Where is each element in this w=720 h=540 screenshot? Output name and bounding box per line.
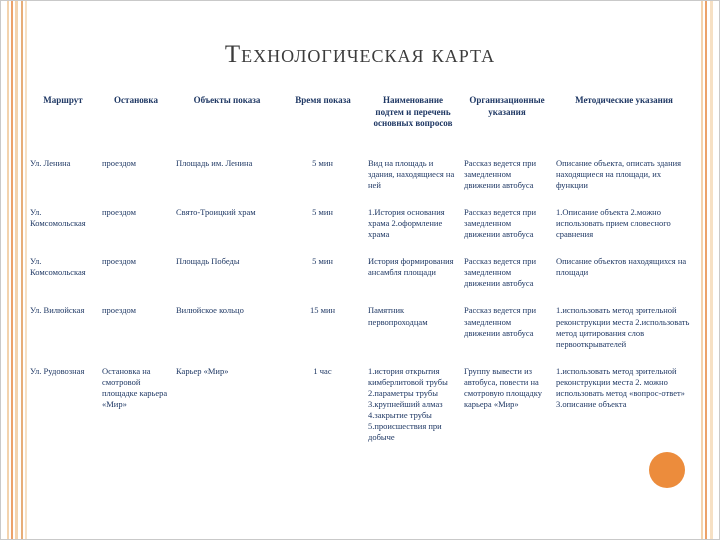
table-row xyxy=(29,156,697,205)
cell-objects: Площадь им. Ленина xyxy=(176,158,253,169)
cell-stop: проездом xyxy=(102,207,137,218)
cell-stop: проездом xyxy=(102,158,137,169)
left-border-stripe xyxy=(25,1,27,539)
cell-route: Ул. Комсомольская xyxy=(30,256,86,278)
table-row xyxy=(29,303,697,363)
slide-title: Технологическая карта xyxy=(224,41,496,68)
itinerary-table xyxy=(29,93,697,457)
table-body xyxy=(29,156,697,457)
cell-method: 1.использовать метод зрительной реконструкции места 2.использовать метод цитирования слов первооткрывателей xyxy=(556,305,690,349)
column-header: Организационные указания xyxy=(469,95,545,117)
cell-time: 15 мин xyxy=(309,305,336,316)
cell-route: Ул. Комсомольская xyxy=(30,207,86,229)
cell-time: 1 час xyxy=(313,365,332,376)
cell-org: Рассказ ведется при замедленном движении автобуса xyxy=(464,158,536,191)
cell-route: Ул. Ленина xyxy=(30,158,71,169)
cell-objects: Вилюйское кольцо xyxy=(176,305,244,316)
cell-time: 5 мин xyxy=(312,207,333,218)
cell-subtopics: История формирования ансамбля площади xyxy=(368,256,454,278)
cell-objects: Карьер «Мир» xyxy=(176,365,229,376)
column-header: Остановка xyxy=(114,95,158,105)
cell-subtopics: Памятник первопроходцам xyxy=(368,305,428,327)
cell-stop: проездом xyxy=(102,256,137,267)
cell-method: 1.использовать метод зрительной реконструкции места 2. можно использовать метод «вопрос-ответ» 3.описание объекта xyxy=(556,365,685,409)
left-border-stripe xyxy=(21,1,23,539)
cell-objects: Площадь Победы xyxy=(176,256,240,267)
right-border-stripe xyxy=(705,1,707,539)
left-border-stripe xyxy=(7,1,9,539)
cell-method: Описание объекта, описать здания находящиеся на площади, их функции xyxy=(556,158,682,191)
cell-route: Ул. Рудовозная xyxy=(30,365,85,376)
cell-method: Описание объектов находящихся на площади xyxy=(556,256,687,278)
cell-time: 5 мин xyxy=(312,158,333,169)
column-header: Маршрут xyxy=(43,95,83,105)
cell-route: Ул. Вилюйская xyxy=(30,305,85,316)
cell-subtopics: 1.История основания храма 2.оформление храма xyxy=(368,207,445,240)
right-border-stripe xyxy=(701,1,703,539)
column-header: Время показа xyxy=(295,95,351,105)
cell-time: 5 мин xyxy=(312,256,333,267)
table-row xyxy=(29,205,697,254)
column-header: Объекты показа xyxy=(193,95,261,105)
right-border-stripe xyxy=(710,1,713,539)
cell-objects: Свято-Троицкий храм xyxy=(176,207,256,218)
cell-org: Рассказ ведется при замедленном движении автобуса xyxy=(464,256,536,289)
table-row xyxy=(29,254,697,303)
cell-subtopics: Вид на площадь и здания, находящиеся на ней xyxy=(368,158,455,191)
left-border-stripe xyxy=(15,1,18,539)
cell-method: 1.Описание объекта 2.можно использовать прием словесного сравнения xyxy=(556,207,671,240)
cell-org: Рассказ ведется при замедленном движении автобуса xyxy=(464,207,536,240)
table-row xyxy=(29,364,697,457)
cell-subtopics: 1.история открытия кимберлитовой трубы 2.параметры трубы 3.крупнейший алмаз 4.закрытие трубы 5.происшествия при добыче xyxy=(368,365,448,442)
cell-stop: проездом xyxy=(102,305,137,316)
accent-circle xyxy=(649,452,685,488)
left-border-stripe xyxy=(11,1,13,539)
cell-stop: Остановка на смотровой площадке карьера «Мир» xyxy=(102,365,168,409)
cell-org: Рассказ ведется при замедленном движении автобуса xyxy=(464,305,536,338)
table-head-row xyxy=(29,93,697,156)
column-header: Наименование подтем и перечень основных вопросов xyxy=(373,95,453,129)
column-header: Методические указания xyxy=(575,95,673,105)
cell-org: Группу вывести из автобуса, повести на смотровую площадку карьера «Мир» xyxy=(464,365,542,409)
